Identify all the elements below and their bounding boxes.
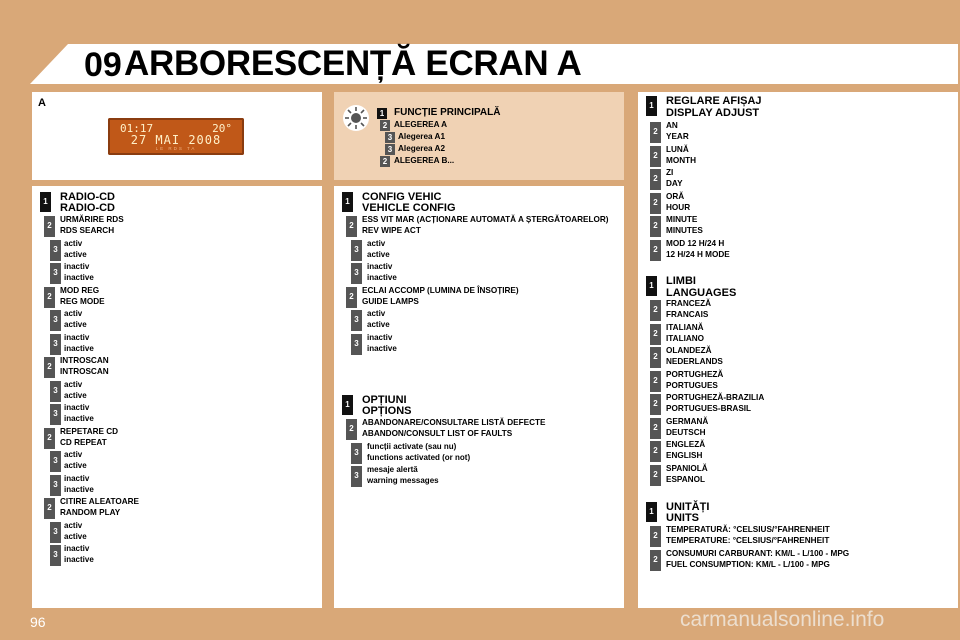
level-2-badge: 2 bbox=[44, 428, 55, 449]
menu-item-label: ESS VIT MAR (ACȚIONARE AUTOMATĂ A ȘTERGĂTOARELOR) bbox=[362, 215, 609, 224]
menu-item-label-en: 12 H/24 H MODE bbox=[666, 249, 730, 259]
menu-item-label: CITIRE ALEATOARE bbox=[60, 497, 139, 506]
level-2-badge: 2 bbox=[650, 526, 661, 547]
menu-item-label-en: PORTUGUES-BRASIL bbox=[666, 404, 752, 413]
menu-item-label: ITALIANĂ bbox=[666, 322, 704, 332]
menu-item-label-en: functions activated (or not) bbox=[367, 452, 471, 462]
level-2-badge: 2 bbox=[44, 498, 55, 519]
level-2-badge: 2 bbox=[346, 287, 357, 308]
languages-title-en: LANGUAGES bbox=[666, 287, 737, 299]
menu-item-label-en: GUIDE LAMPS bbox=[362, 296, 419, 306]
menu-item-label: activ bbox=[64, 238, 83, 248]
level-3-badge: 3 bbox=[50, 545, 61, 566]
menu-item-label-en: CD REPEAT bbox=[60, 437, 107, 447]
menu-item-label: activ bbox=[64, 309, 83, 318]
level-3-badge: 3 bbox=[50, 475, 61, 496]
lcd-display-image bbox=[108, 118, 244, 155]
menu-item-label-en: ESPANOL bbox=[666, 474, 705, 484]
menu-item-label-en: DEUTSCH bbox=[666, 427, 706, 437]
menu-item-label: MOD REG bbox=[60, 285, 100, 295]
level-2-badge: 2 bbox=[650, 193, 661, 214]
level-2-badge: 2 bbox=[650, 216, 661, 237]
level-2-badge: 2 bbox=[650, 441, 661, 462]
legend-badge-3: 3 bbox=[385, 144, 395, 155]
menu-item-label-en: MONTH bbox=[666, 155, 697, 165]
level-3-badge: 3 bbox=[351, 466, 362, 487]
level-2-badge: 2 bbox=[650, 300, 661, 321]
display-adjust-title-en: DISPLAY ADJUST bbox=[666, 107, 760, 119]
legend-item: ALEGEREA A bbox=[394, 120, 448, 129]
level-2-badge: 2 bbox=[650, 146, 661, 167]
menu-item-label: PORTUGHEZĂ-BRAZILIA bbox=[666, 393, 765, 402]
page-title: ARBORESCENȚĂ ECRAN A bbox=[124, 44, 582, 83]
menu-item-label-en: inactive bbox=[64, 414, 94, 423]
lcd-time: 01:17 bbox=[120, 122, 154, 135]
level-2-badge: 2 bbox=[650, 169, 661, 190]
level-3-badge: 3 bbox=[351, 443, 362, 464]
level-3-badge: 3 bbox=[50, 451, 61, 472]
legend-badge-2: 2 bbox=[380, 156, 390, 167]
level-2-badge: 2 bbox=[346, 419, 357, 440]
menu-item-label-en: REV WIPE ACT bbox=[362, 226, 421, 235]
menu-item-label-en: FUEL CONSUMPTION: KM/L - L/100 - MPG bbox=[666, 559, 830, 569]
level-3-badge: 3 bbox=[50, 310, 61, 331]
menu-item-label-en: YEAR bbox=[666, 132, 689, 141]
menu-item-label-en: active bbox=[64, 320, 87, 329]
legend-title: FUNCȚIE PRINCIPALĂ bbox=[394, 107, 501, 118]
menu-item-label: activ bbox=[64, 379, 83, 389]
menu-item-label: REPETARE CD bbox=[60, 426, 119, 436]
menu-item-label-en: active bbox=[367, 249, 390, 259]
lcd-date: 27 MAI 2008 bbox=[130, 133, 222, 147]
level-2-badge: 2 bbox=[44, 357, 55, 378]
level-3-badge: 3 bbox=[351, 334, 362, 355]
level-2-badge: 2 bbox=[650, 371, 661, 392]
level-3-badge: 3 bbox=[50, 381, 61, 402]
menu-item-label-en: HOUR bbox=[666, 202, 691, 212]
menu-item-label: activ bbox=[367, 309, 386, 318]
menu-item-label: inactiv bbox=[64, 544, 90, 553]
level-2-badge: 2 bbox=[650, 550, 661, 571]
menu-item-label-en: inactive bbox=[367, 273, 397, 282]
menu-item-label: inactiv bbox=[367, 332, 393, 342]
menu-item-label-en: inactive bbox=[64, 343, 94, 353]
menu-item-label: ABANDONARE/CONSULTARE LISTĂ DEFECTE bbox=[362, 418, 546, 427]
menu-item-label-en: FRANCAIS bbox=[666, 310, 709, 319]
menu-item-label: CONSUMURI CARBURANT: KM/L - L/100 - MPG bbox=[666, 548, 850, 558]
legend-item: Alegerea A1 bbox=[398, 132, 446, 141]
menu-item-label-en: active bbox=[64, 461, 87, 470]
options-title-en: OPȚIONS bbox=[362, 405, 412, 417]
menu-item-label: ZI bbox=[666, 168, 674, 177]
level-1-badge: 1 bbox=[40, 192, 51, 212]
level-2-badge: 2 bbox=[650, 347, 661, 368]
level-3-badge: 3 bbox=[351, 263, 362, 284]
menu-item-label: activ bbox=[64, 520, 83, 530]
level-2-badge: 2 bbox=[650, 465, 661, 486]
level-3-badge: 3 bbox=[50, 404, 61, 425]
menu-item-label-en: active bbox=[64, 390, 87, 400]
watermark: carmanualsonline.info bbox=[680, 608, 885, 631]
menu-item-label-en: REG MODE bbox=[60, 296, 105, 306]
menu-item-label: ENGLEZĂ bbox=[666, 440, 706, 449]
level-2-badge: 2 bbox=[650, 122, 661, 143]
menu-item-label: FRANCEZĂ bbox=[666, 299, 712, 308]
menu-item-label-en: ENGLISH bbox=[666, 451, 703, 460]
level-1-badge: 1 bbox=[646, 502, 657, 522]
menu-item-label: ORĂ bbox=[666, 191, 685, 201]
settings-sun-icon bbox=[342, 104, 370, 132]
menu-item-label: INTROSCAN bbox=[60, 356, 109, 365]
units-title: UNITĂȚI bbox=[666, 501, 710, 513]
menu-item-label-en: ABANDON/CONSULT LIST OF FAULTS bbox=[362, 429, 513, 438]
config-title-en: VEHICLE CONFIG bbox=[362, 202, 456, 214]
level-3-badge: 3 bbox=[50, 334, 61, 355]
menu-item-label: inactiv bbox=[64, 473, 90, 483]
level-1-badge: 1 bbox=[646, 96, 657, 116]
menu-item-label-en: TEMPERATURE: °CELSIUS/°FAHRENHEIT bbox=[666, 536, 830, 545]
options-title: OPȚIUNI bbox=[362, 394, 407, 406]
menu-item-label: GERMANĂ bbox=[666, 416, 709, 426]
level-2-badge: 2 bbox=[44, 287, 55, 308]
menu-item-label: OLANDEZĂ bbox=[666, 346, 712, 355]
level-1-badge: 1 bbox=[342, 395, 353, 415]
menu-item-label-en: active bbox=[64, 249, 87, 259]
menu-item-label: MINUTE bbox=[666, 215, 698, 224]
menu-item-label-en: inactive bbox=[64, 484, 94, 494]
level-2-badge: 2 bbox=[650, 240, 661, 261]
page-number: 96 bbox=[30, 614, 46, 630]
menu-item-label: inactiv bbox=[64, 262, 90, 271]
menu-item-label: TEMPERATURĂ: °CELSIUS/°FAHRENHEIT bbox=[666, 525, 830, 534]
level-3-badge: 3 bbox=[50, 522, 61, 543]
legend-item: Alegerea A2 bbox=[398, 144, 446, 153]
menu-item-label: PORTUGHEZĂ bbox=[666, 369, 724, 379]
radio-title-en: RADIO-CD bbox=[60, 202, 115, 214]
menu-item-label: inactiv bbox=[367, 262, 393, 271]
menu-item-label-en: ITALIANO bbox=[666, 333, 705, 343]
panel-label: A bbox=[38, 97, 46, 109]
level-2-badge: 2 bbox=[346, 216, 357, 237]
level-2-badge: 2 bbox=[44, 216, 55, 237]
level-2-badge: 2 bbox=[650, 418, 661, 439]
menu-item-label: ECLAI ACCOMP (LUMINA DE ÎNSOȚIRE) bbox=[362, 285, 519, 295]
menu-item-label-en: DAY bbox=[666, 179, 683, 188]
menu-item-label-en: active bbox=[64, 531, 87, 541]
menu-item-label-en: inactive bbox=[367, 343, 397, 353]
menu-item-label: URMĂRIRE RDS bbox=[60, 215, 124, 224]
menu-item-label: LUNĂ bbox=[666, 144, 689, 154]
legend-panel bbox=[334, 92, 624, 180]
menu-item-label-en: active bbox=[367, 320, 390, 329]
legend-item: ALEGEREA B... bbox=[394, 156, 455, 165]
units-title-en: UNITS bbox=[666, 512, 699, 524]
menu-item-label-en: MINUTES bbox=[666, 226, 703, 235]
level-2-badge: 2 bbox=[650, 394, 661, 415]
menu-item-label: inactiv bbox=[64, 332, 90, 342]
level-3-badge: 3 bbox=[351, 310, 362, 331]
menu-item-label-en: INTROSCAN bbox=[60, 367, 109, 376]
menu-item-label-en: NEDERLANDS bbox=[666, 357, 723, 366]
lcd-temp: 20° bbox=[212, 122, 232, 135]
menu-item-label-en: inactive bbox=[64, 555, 94, 564]
lcd-indicators: LE RDS TA bbox=[155, 146, 197, 151]
config-title: CONFIG VEHIC bbox=[362, 191, 442, 203]
menu-item-label: activ bbox=[367, 238, 386, 248]
menu-item-label-en: inactive bbox=[64, 273, 94, 282]
level-1-badge: 1 bbox=[342, 192, 353, 212]
chapter-number: 09 bbox=[84, 46, 122, 84]
languages-title: LIMBI bbox=[666, 275, 696, 287]
menu-item-label: SPANIOLĂ bbox=[666, 463, 708, 473]
menu-item-label: MOD 12 H/24 H bbox=[666, 238, 725, 248]
level-1-badge: 1 bbox=[646, 276, 657, 296]
menu-item-label-en: RDS SEARCH bbox=[60, 226, 115, 235]
legend-badge-1: 1 bbox=[377, 108, 387, 119]
menu-item-label: mesaje alertă bbox=[367, 465, 418, 474]
radio-title: RADIO-CD bbox=[60, 191, 115, 203]
level-2-badge: 2 bbox=[650, 324, 661, 345]
menu-item-label-en: PORTUGUES bbox=[666, 380, 718, 390]
level-3-badge: 3 bbox=[351, 240, 362, 261]
menu-item-label: AN bbox=[666, 121, 678, 130]
level-3-badge: 3 bbox=[50, 263, 61, 284]
menu-item-label-en: warning messages bbox=[367, 476, 439, 485]
menu-item-label: funcții activate (sau nu) bbox=[367, 441, 457, 451]
menu-item-label-en: RANDOM PLAY bbox=[60, 508, 121, 517]
legend-badge-3: 3 bbox=[385, 132, 395, 143]
menu-item-label: inactiv bbox=[64, 403, 90, 412]
level-3-badge: 3 bbox=[50, 240, 61, 261]
menu-item-label: activ bbox=[64, 450, 83, 459]
display-adjust-title: REGLARE AFIȘAJ bbox=[666, 95, 762, 107]
legend-badge-2: 2 bbox=[380, 120, 390, 131]
